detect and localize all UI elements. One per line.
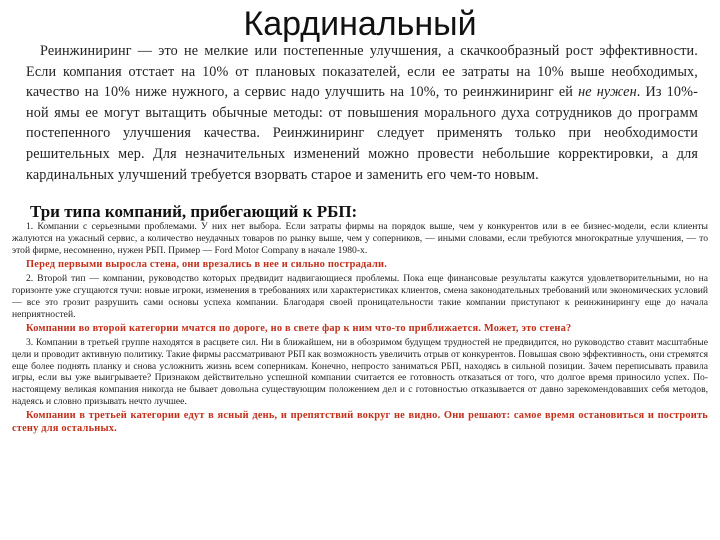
- company-types-body: [12, 221, 708, 438]
- company-type-2-paragraph: 2. Второй тип — компании, руководство которых предвидит надвигающиеся проблемы. Пока еще финансовые результаты кажутся удовлетворительными, но на горизонте уже сгущаются тучи: новые игроки, изменения в требованиях или характеристиках клиентов, смена законодательных требований или экономических условий — все это грозит разрушить сами основы успеха компании. Благодаря своей проницательности такие компании приступают к реинжинирингу еще до начала неприятностей.: [12, 272, 708, 320]
- intro-text-part1: Реинжиниринг — это не мелкие или постепенные улучшения, а скачкообразный рост эффективности. Если компания отстает на 10% от плановых показателей, если ее затраты на 10% выше необходимых, качество на 10% ниже нужного, а сервис надо улучшить на 10%, то реинжиниринг ей: [26, 43, 698, 101]
- company-type-3-highlight: Компании в третьей категории едут в ясный день, и препятствий вокруг не видно. Они решают: самое время остановиться и построить стену для остальных.: [12, 410, 708, 435]
- section-heading: Три типа компаний, прибегающий к РБП:: [30, 202, 358, 221]
- company-type-1-paragraph: 1. Компании с серьезными проблемами. У них нет выбора. Если затраты фирмы на порядок выше, чем у конкурентов или в ее бизнес-модели, если клиенты жалуются на ужасный сервис, а количество неудачных товаров по рынку выше, чем у соперников, — иными словами, если требуются многократные улучшения, — то этой фирме, несомненно, нужен РБП. Пример — Ford Motor Company в начале 1980-х.: [12, 221, 708, 256]
- company-type-1-highlight: Перед первыми выросла стена, они врезались в нее и сильно пострадали.: [26, 258, 388, 270]
- intro-paragraph: [26, 41, 698, 185]
- company-type-3-paragraph: 3. Компании в третьей группе находятся в расцвете сил. Ни в ближайшем, ни в обозримом будущем трудностей не предвидится, но руководство ставит масштабные цели и проводит активную политику. Такие фирмы рассматривают РБП как возможность увеличить отрыв от конкурентов. Повышая свою эффективность, они стремятся еще более поднять планку и снова усложнить жизнь всем соперникам. Конечно, непросто заниматься РБП, находясь в сильной позиции. Зачем переписывать правила игры, если вы уже выигрываете? Признаком действительно успешной компании считается ее готовность отказаться от того, что долгое время приносило успех. По-настоящему великая компания никогда не бывает довольна существующим положением дел и с готовностью отказывается от давно зарекомендовавших себя методов, надеясь и словно призывать нечто лучшее.: [12, 336, 708, 408]
- page-title: Кардинальный: [243, 5, 477, 43]
- intro-emphasis: не нужен: [578, 84, 637, 101]
- intro-text-part2: . Из 10%-ной ямы ее могут вытащить обычные методы: от повышения морального духа сотрудников до программ постепенного улучшения качества. Реинжиниринг следует применять только при необходимости решительных мер. Для незначительных изменений можно провести небольшие корректировки, а для кардинальных улучшений требуется взорвать старое и заменить его чем-то новым.: [26, 84, 698, 183]
- company-type-2-highlight: Компании во второй категории мчатся по дороге, но в свете фар к ним что-то приближается. Может, это стена?: [26, 322, 572, 334]
